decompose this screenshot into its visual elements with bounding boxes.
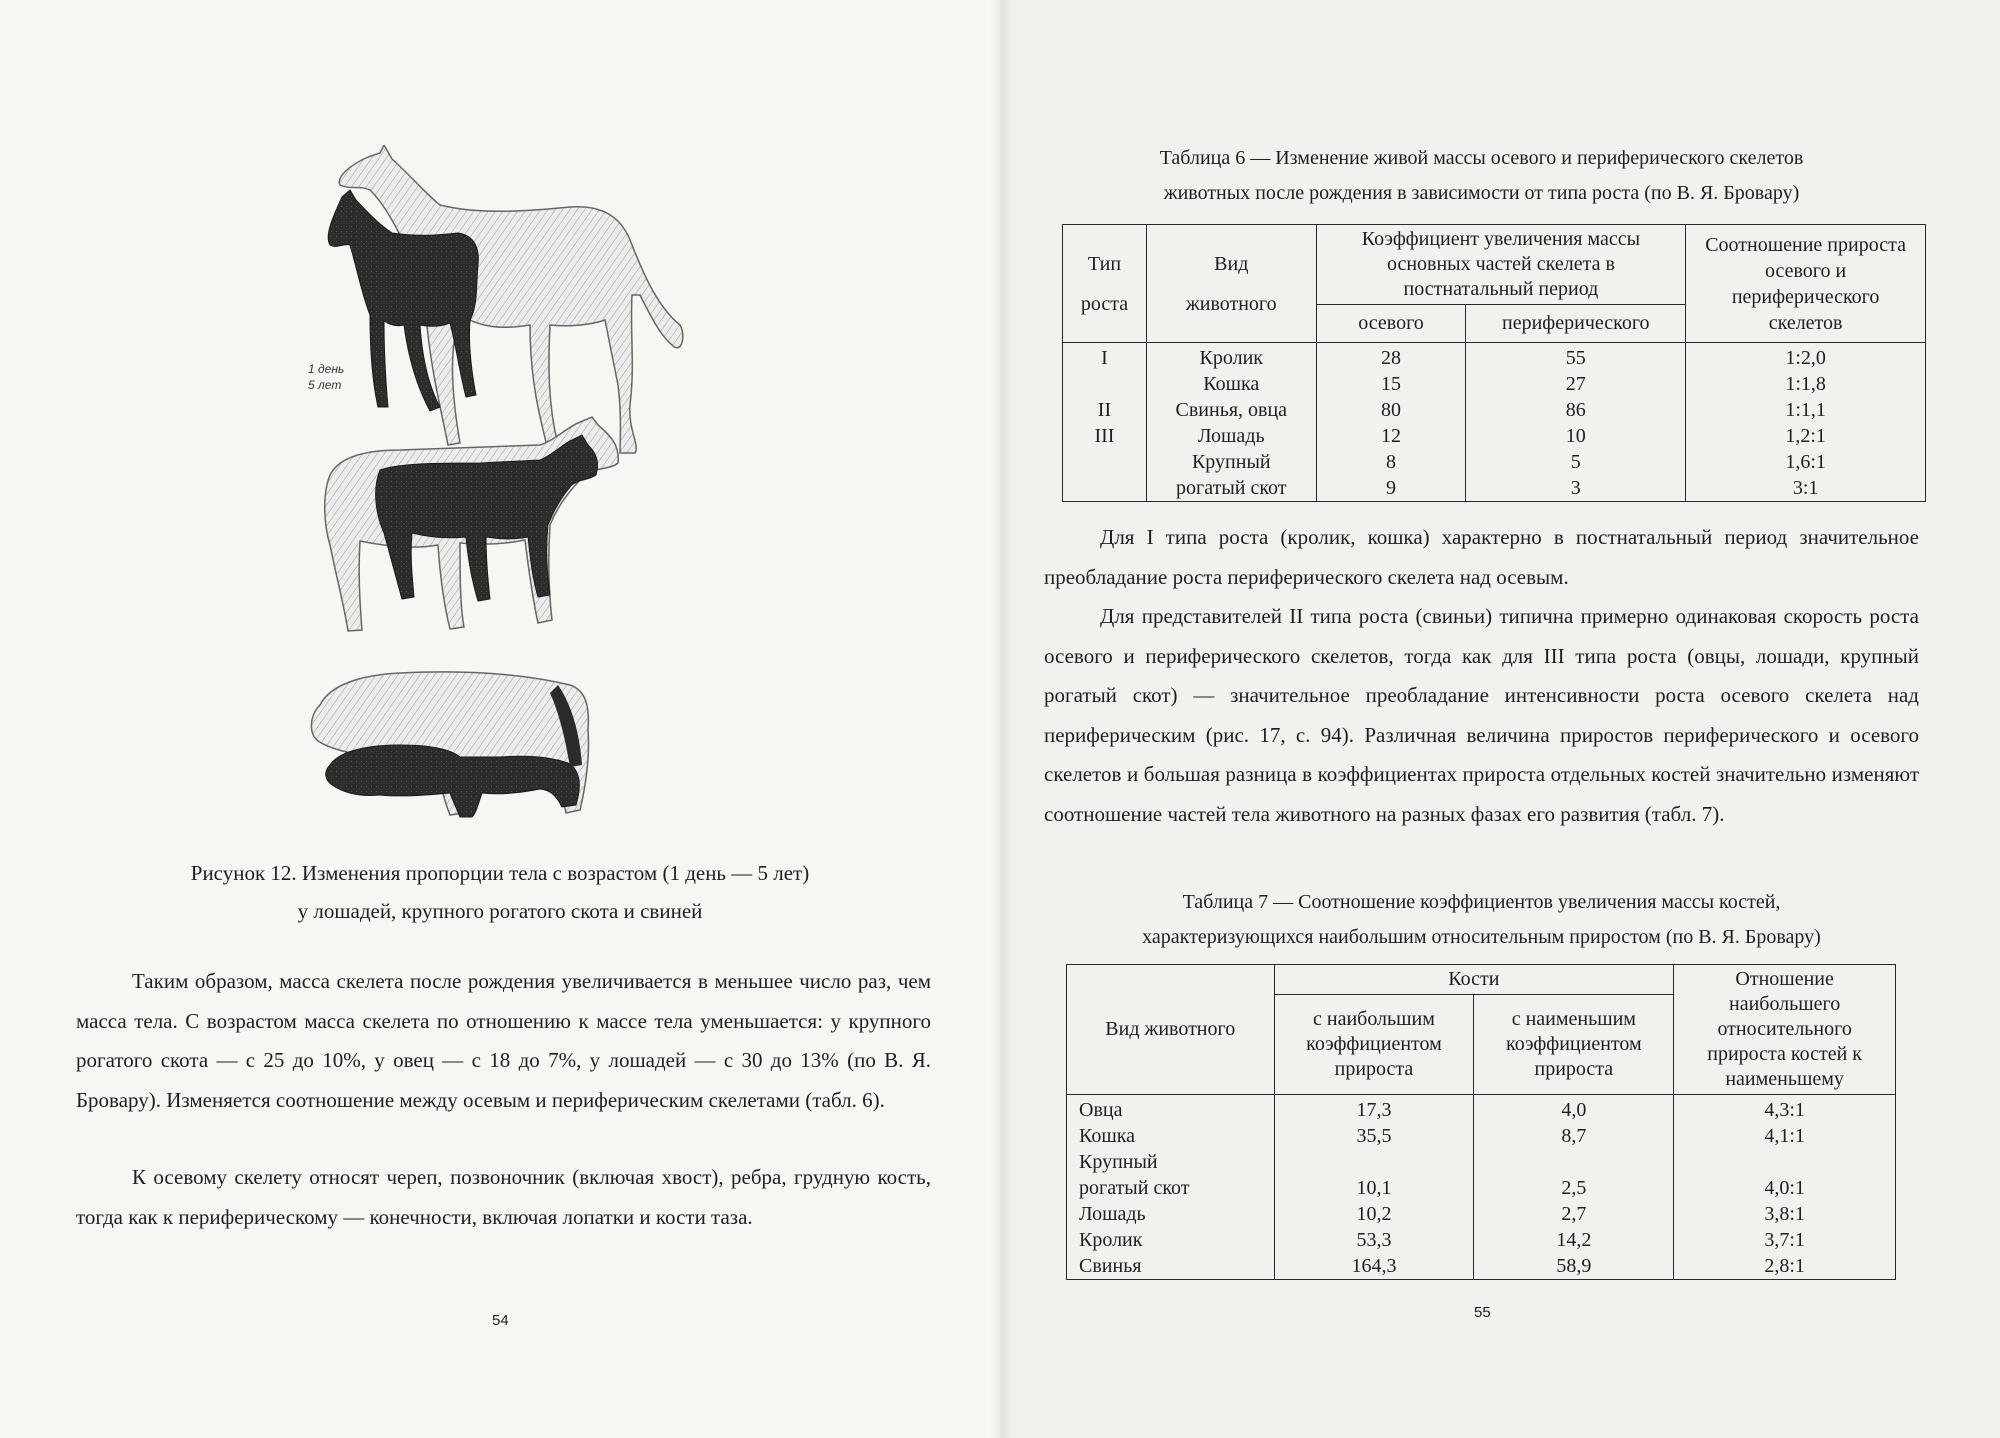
table7-cell-largest: 53,3 bbox=[1274, 1227, 1474, 1253]
table7-cell-smallest: 58,9 bbox=[1474, 1253, 1674, 1280]
table6-header-species-line-1: Вид bbox=[1214, 252, 1249, 275]
figure-caption-line-2: у лошадей, крупного рогатого скота и свиней bbox=[297, 899, 703, 923]
table7-cell-ratio: 4,1:1 bbox=[1674, 1123, 1896, 1149]
table-row bbox=[1067, 1095, 1896, 1124]
table7-cell-species: Овца bbox=[1067, 1095, 1275, 1124]
table-row bbox=[1063, 475, 1926, 502]
table-row bbox=[1067, 1149, 1896, 1175]
table7-cell-smallest: 4,0 bbox=[1474, 1095, 1674, 1124]
table6-cell-species: Лошадь bbox=[1146, 423, 1316, 449]
table6-cell-axial: 12 bbox=[1316, 423, 1466, 449]
table7-cell-ratio: 2,8:1 bbox=[1674, 1253, 1896, 1280]
table7-cell-largest: 17,3 bbox=[1274, 1095, 1474, 1124]
table-row bbox=[1067, 1201, 1896, 1227]
table7-cell-species: Крупный bbox=[1067, 1149, 1275, 1175]
book-gutter bbox=[990, 0, 1014, 1438]
table6-cell-type: I bbox=[1063, 343, 1147, 372]
table6-header-peripheral: периферического bbox=[1466, 305, 1686, 343]
left-paragraph-2 bbox=[76, 1158, 931, 1237]
left-paragraph-1 bbox=[76, 962, 931, 1120]
table6-cell-peripheral: 10 bbox=[1466, 423, 1686, 449]
table7-cell-ratio: 4,0:1 bbox=[1674, 1175, 1896, 1201]
table7-cell-species: Свинья bbox=[1067, 1253, 1275, 1280]
table6-cell-axial: 15 bbox=[1316, 371, 1466, 397]
table7-cell-largest: 10,2 bbox=[1274, 1201, 1474, 1227]
table6-cell-ratio: 1:2,0 bbox=[1686, 343, 1926, 372]
table6-header-type-line-2: роста bbox=[1080, 292, 1129, 315]
table7-cell-smallest bbox=[1474, 1149, 1674, 1175]
page-number-right: 55 bbox=[1474, 1304, 1491, 1321]
table6 bbox=[1062, 224, 1926, 502]
table7-cell-smallest: 2,5 bbox=[1474, 1175, 1674, 1201]
table7-header-ratio: Отношение наибольшего относительного прироста костей к наименьшему bbox=[1674, 965, 1896, 1095]
table6-cell-ratio: 1,6:1 bbox=[1686, 449, 1926, 475]
table6-caption-line-1: Таблица 6 — Изменение живой массы осевого и периферического скелетов bbox=[1159, 147, 1804, 169]
table6-cell-peripheral: 55 bbox=[1466, 343, 1686, 372]
table6-cell-species: Кошка bbox=[1146, 371, 1316, 397]
table-row bbox=[1067, 1227, 1896, 1253]
inset-label-day: 1 день bbox=[308, 362, 345, 376]
table7-cell-ratio: 3,8:1 bbox=[1674, 1201, 1896, 1227]
table6-cell-peripheral: 5 bbox=[1466, 449, 1686, 475]
table7-cell-species: Лошадь bbox=[1067, 1201, 1275, 1227]
table6-cell-ratio: 3:1 bbox=[1686, 475, 1926, 502]
table6-cell-species: рогатый скот bbox=[1146, 475, 1316, 502]
table7 bbox=[1066, 964, 1896, 1280]
right-paragraph-2 bbox=[1044, 597, 1919, 834]
figure-caption-line-1: Рисунок 12. Изменения пропорции тела с возрастом (1 день — 5 лет) bbox=[190, 861, 810, 885]
table6-cell-type: II bbox=[1063, 397, 1147, 423]
table7-caption-line-2: характеризующихся наибольшим относительным приростом (по В. Я. Бровару) bbox=[1142, 926, 1821, 948]
table6-header-axial: осевого bbox=[1316, 305, 1466, 343]
table6-cell-axial: 28 bbox=[1316, 343, 1466, 372]
table-row bbox=[1063, 397, 1926, 423]
table7-cell-largest: 35,5 bbox=[1274, 1123, 1474, 1149]
table6-caption bbox=[1044, 141, 1919, 211]
table7-cell-ratio: 4,3:1 bbox=[1674, 1095, 1896, 1124]
table7-header-smallest: с наименьшим коэффициентом прироста bbox=[1474, 995, 1674, 1095]
table6-cell-type bbox=[1063, 449, 1147, 475]
table6-cell-ratio: 1,2:1 bbox=[1686, 423, 1926, 449]
table6-header-species bbox=[1146, 225, 1316, 343]
table6-cell-species: Крупный bbox=[1146, 449, 1316, 475]
right-paragraph-1-text: Для I типа роста (кролик, кошка) характерно в постнатальный период значительное преобладание роста периферического скелета над осевым. bbox=[1044, 525, 1919, 589]
table6-header-ratio: Соотношение прироста осевого и периферического скелетов bbox=[1686, 225, 1926, 343]
table-row bbox=[1067, 1253, 1896, 1280]
table7-cell-ratio bbox=[1674, 1149, 1896, 1175]
table7-cell-largest: 10,1 bbox=[1274, 1175, 1474, 1201]
table-row bbox=[1063, 343, 1926, 372]
table-row bbox=[1067, 1123, 1896, 1149]
table6-cell-species: Кролик bbox=[1146, 343, 1316, 372]
left-paragraph-2-text: К осевому скелету относят череп, позвоночник (включая хвост), ребра, грудную кость, тогда как к периферическому — конечности, включая лопатки и кости таза. bbox=[76, 1165, 931, 1229]
page-number-left: 54 bbox=[492, 1312, 509, 1329]
table7-cell-largest: 164,3 bbox=[1274, 1253, 1474, 1280]
table7-cell-species: Кошка bbox=[1067, 1123, 1275, 1149]
table-row bbox=[1063, 371, 1926, 397]
table6-cell-axial: 8 bbox=[1316, 449, 1466, 475]
table7-caption-line-1: Таблица 7 — Соотношение коэффициентов увеличения массы костей, bbox=[1182, 891, 1781, 913]
right-paragraph-2-text: Для представителей II типа роста (свиньи) типична примерно одинаковая скорость роста осевого и периферического скелетов, тогда как для III типа роста (овцы, лошади, крупный рогатый скот) — значительное преобладание интенсивности роста осевого скелета над периферическим (рис. 17, с. 94). Различная величина приростов периферического и осевого скелетов и большая разница в коэффициентах прироста отдельных костей значительно изменяют соотношение частей тела животного на разных фазах его развития (табл. 7). bbox=[1044, 604, 1919, 826]
figure-animal-proportions bbox=[300, 145, 740, 845]
table6-cell-peripheral: 3 bbox=[1466, 475, 1686, 502]
table7-header-species: Вид животного bbox=[1067, 965, 1275, 1095]
table6-header-type bbox=[1063, 225, 1147, 343]
table6-cell-type: III bbox=[1063, 423, 1147, 449]
table6-cell-ratio: 1:1,1 bbox=[1686, 397, 1926, 423]
inset-label-years: 5 лет bbox=[308, 378, 342, 392]
table6-cell-ratio: 1:1,8 bbox=[1686, 371, 1926, 397]
table7-cell-smallest: 2,7 bbox=[1474, 1201, 1674, 1227]
table6-cell-type bbox=[1063, 475, 1147, 502]
table6-cell-type bbox=[1063, 371, 1147, 397]
table7-header-largest: с наибольшим коэффициентом прироста bbox=[1274, 995, 1474, 1095]
table7-cell-smallest: 8,7 bbox=[1474, 1123, 1674, 1149]
table6-caption-line-2: животных после рождения в зависимости от типа роста (по В. Я. Бровару) bbox=[1163, 182, 1800, 204]
table-row bbox=[1067, 1175, 1896, 1201]
table7-cell-smallest: 14,2 bbox=[1474, 1227, 1674, 1253]
table-row bbox=[1063, 423, 1926, 449]
table7-cell-ratio: 3,7:1 bbox=[1674, 1227, 1896, 1253]
table6-cell-peripheral: 27 bbox=[1466, 371, 1686, 397]
table7-cell-species: Кролик bbox=[1067, 1227, 1275, 1253]
table6-header-type-line-1: Тип bbox=[1087, 252, 1122, 275]
left-paragraph-1-text: Таким образом, масса скелета после рождения увеличивается в меньшее число раз, чем масса тела. С возрастом масса скелета по отношению к массе тела уменьшается: у крупного рогатого скота — с 25 до 10%, у овец — с 18 до 7%, у лошадей — с 30 до 13% (по В. Я. Бровару). Изменяется соотношение между осевым и периферическим скелетами (табл. 6). bbox=[76, 969, 931, 1112]
table7-cell-largest bbox=[1274, 1149, 1474, 1175]
table6-header-coefficient: Коэффициент увеличения массы основных частей скелета в постнатальный период bbox=[1316, 225, 1686, 305]
animal-silhouettes-illustration bbox=[300, 145, 740, 845]
table-row bbox=[1063, 449, 1926, 475]
table6-cell-axial: 80 bbox=[1316, 397, 1466, 423]
table6-cell-species: Свинья, овца bbox=[1146, 397, 1316, 423]
table7-header-bones: Кости bbox=[1274, 965, 1674, 995]
table6-cell-axial: 9 bbox=[1316, 475, 1466, 502]
right-paragraph-1 bbox=[1044, 518, 1919, 597]
figure-caption bbox=[100, 854, 900, 930]
table7-cell-species: рогатый скот bbox=[1067, 1175, 1275, 1201]
table6-cell-peripheral: 86 bbox=[1466, 397, 1686, 423]
table7-caption bbox=[1044, 885, 1919, 955]
table6-header-species-line-2: животного bbox=[1185, 292, 1277, 315]
